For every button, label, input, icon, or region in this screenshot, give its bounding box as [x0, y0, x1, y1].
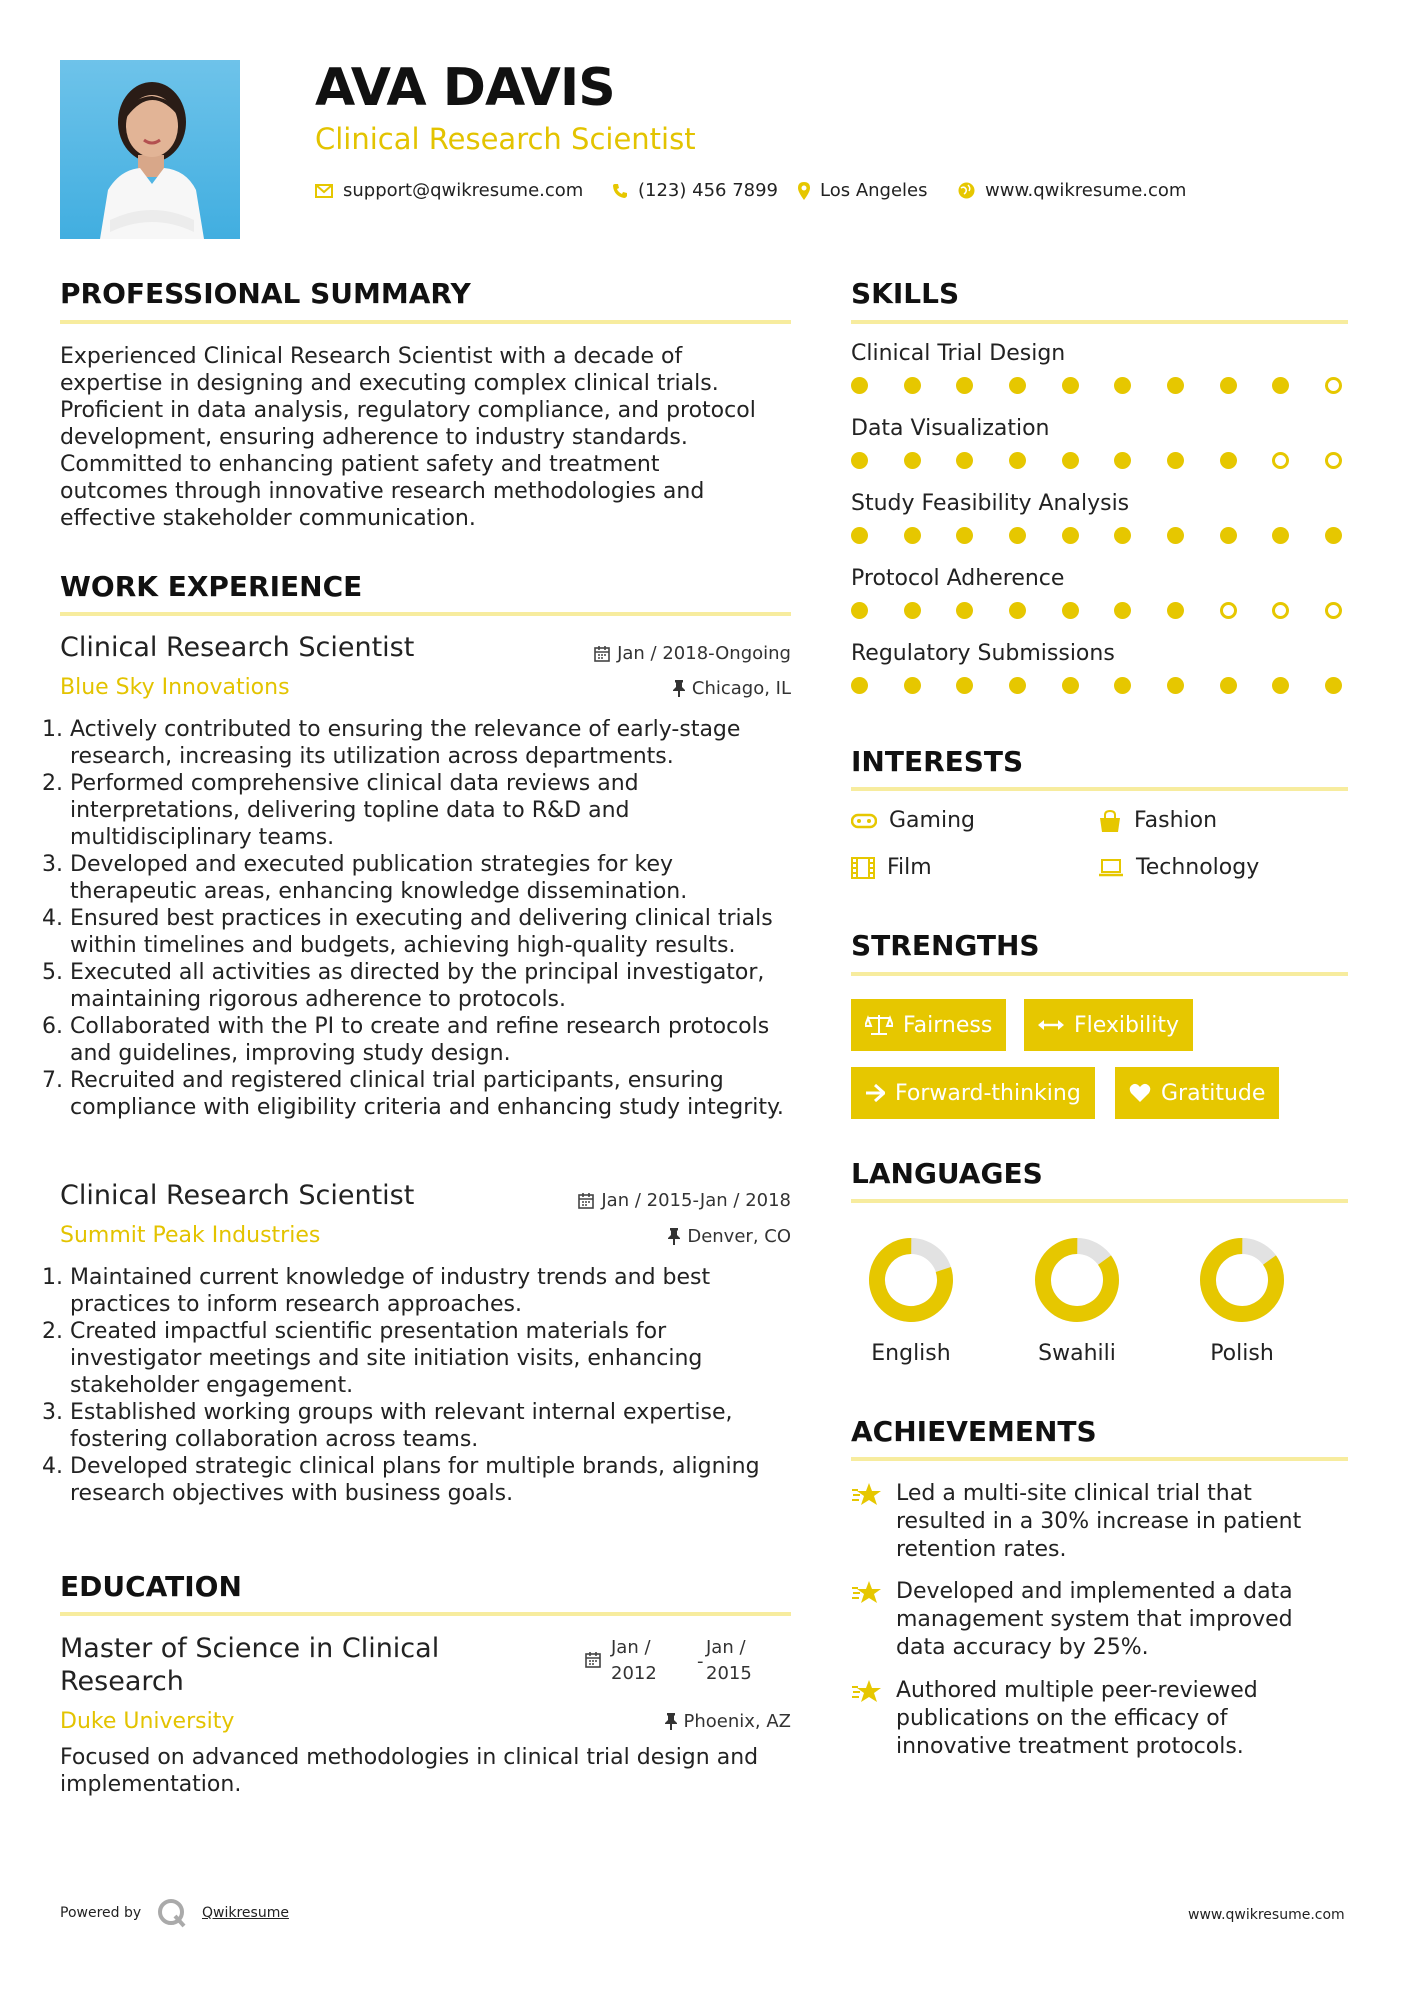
rating-dot-filled	[851, 452, 868, 469]
skill-item	[851, 416, 1348, 491]
rating-dot-filled	[1114, 602, 1131, 619]
skill-item	[851, 641, 1348, 716]
summary-heading: PROFESSIONAL SUMMARY	[60, 277, 471, 310]
rating-dot-empty	[1272, 602, 1289, 619]
list-item: 3. Established working groups with relevant internal expertise, fostering collaboration across teams.	[70, 1399, 800, 1453]
rating-dot-filled	[851, 602, 868, 619]
language-donut	[861, 1230, 961, 1330]
balance-scale-icon	[865, 1014, 893, 1036]
rating-dot-filled	[1114, 377, 1131, 394]
calendar-icon	[594, 646, 610, 662]
achievement-text: Developed and implemented a data management system that improved data accuracy by 25%.	[896, 1579, 1293, 1660]
rating-dot-filled	[956, 452, 973, 469]
job-bullets	[52, 1264, 800, 1507]
job-bullets	[52, 716, 800, 1121]
interest-fashion: Fashion	[1098, 808, 1217, 833]
degree-title: Master of Science in Clinical Research	[60, 1633, 440, 1697]
rating-dot-empty	[1272, 452, 1289, 469]
rating-dot-filled	[1167, 527, 1184, 544]
rating-dot-filled	[1325, 527, 1342, 544]
rating-dot-filled	[904, 527, 921, 544]
skill-rating	[851, 527, 1342, 544]
job-dates: Jan / 2018-Ongoing	[531, 643, 791, 664]
strength-tag: Flexibility	[1024, 999, 1193, 1051]
shopping-bag-icon	[1098, 810, 1122, 832]
experience-heading: WORK EXPERIENCE	[60, 570, 363, 603]
phone-text: (123) 456 7899	[638, 180, 779, 201]
skill-name: Data Visualization	[851, 416, 1050, 441]
achievement-text: Led a multi-site clinical trial that resulted in a 30% increase in patient retention rates.	[896, 1481, 1302, 1562]
skills-list	[851, 341, 1348, 716]
rating-dot-filled	[956, 602, 973, 619]
rating-dot-filled	[1009, 377, 1026, 394]
skill-name: Regulatory Submissions	[851, 641, 1115, 666]
list-item: 4. Developed strategic clinical plans for multiple brands, aligning research objectives with business goals.	[70, 1453, 800, 1507]
rating-dot-filled	[1009, 452, 1026, 469]
location-text: Los Angeles	[820, 180, 928, 201]
brand-link[interactable]: Qwikresume	[202, 1905, 289, 1921]
rating-dot-filled	[904, 602, 921, 619]
education-start-date: Jan / 2012	[611, 1637, 657, 1684]
rating-dot-filled	[1062, 377, 1079, 394]
rating-dot-filled	[1114, 527, 1131, 544]
list-item: 2. Performed comprehensive clinical data reviews and interpretations, delivering topline data to R&D and multidisciplinary teams.	[70, 770, 800, 851]
rating-dot-filled	[1272, 677, 1289, 694]
languages-divider	[851, 1199, 1348, 1203]
film-icon	[851, 857, 875, 879]
achievements-heading: ACHIEVEMENTS	[851, 1415, 1097, 1448]
education-divider	[60, 1612, 791, 1616]
footer-site-link[interactable]: www.qwikresume.com	[1188, 1907, 1345, 1923]
contact-location	[798, 180, 928, 201]
pushpin-icon	[668, 1228, 680, 1245]
skill-item	[851, 341, 1348, 416]
rating-dot-filled	[1114, 677, 1131, 694]
rating-dot-filled	[1220, 677, 1237, 694]
list-item: 6. Collaborated with the PI to create and refine research protocols and guidelines, improving study design.	[70, 1013, 800, 1067]
rating-dot-filled	[1325, 677, 1342, 694]
laptop-icon	[1098, 858, 1124, 878]
contact-email[interactable]	[315, 180, 583, 201]
languages-heading: LANGUAGES	[851, 1157, 1043, 1190]
list-item: 4. Ensured best practices in executing and delivering clinical trials within timelines and budgets, achieving high-quality results.	[70, 905, 800, 959]
rating-dot-filled	[1167, 452, 1184, 469]
date-separator: -	[697, 1651, 704, 1672]
list-item: 2. Created impactful scientific presentation materials for investigator meetings and site initiation visits, enhancing stakeholder engagement.	[70, 1318, 800, 1399]
school-name: Duke University	[60, 1709, 235, 1734]
strength-tag: Gratitude	[1115, 1067, 1279, 1119]
job-location: Chicago, IL	[531, 678, 791, 699]
job-title: Clinical Research Scientist	[60, 632, 415, 663]
profile-photo	[60, 60, 240, 239]
interests-divider	[851, 787, 1348, 791]
language-donut	[1027, 1230, 1127, 1330]
school-location: Phoenix, AZ	[531, 1711, 791, 1732]
achievement-text: Authored multiple peer-reviewed publications on the efficacy of innovative treatment protocols.	[896, 1678, 1258, 1759]
strengths-heading: STRENGTHS	[851, 929, 1040, 962]
donut-fill	[868, 1237, 954, 1323]
rating-dot-empty	[1325, 602, 1342, 619]
rating-dot-filled	[1272, 527, 1289, 544]
map-pin-icon	[798, 182, 810, 200]
strength-tag: Fairness	[851, 999, 1006, 1051]
rating-dot-filled	[1167, 377, 1184, 394]
skill-name: Study Feasibility Analysis	[851, 491, 1130, 516]
list-item: 1. Actively contributed to ensuring the relevance of early-stage research, increasing its utilization across departments.	[70, 716, 800, 770]
star-trophy-icon	[851, 1679, 883, 1709]
star-trophy-icon	[851, 1482, 883, 1512]
experience-divider	[60, 612, 791, 616]
rating-dot-filled	[1062, 527, 1079, 544]
rating-dot-filled	[1220, 527, 1237, 544]
rating-dot-filled	[1009, 527, 1026, 544]
skill-name: Protocol Adherence	[851, 566, 1065, 591]
language-label: Swahili	[1038, 1341, 1116, 1366]
skill-rating	[851, 377, 1342, 394]
education-end-date: Jan / 2015	[706, 1637, 752, 1684]
interest-technology: Technology	[1098, 855, 1259, 880]
rating-dot-filled	[956, 527, 973, 544]
rating-dot-filled	[1009, 677, 1026, 694]
rating-dot-filled	[1167, 602, 1184, 619]
skill-item	[851, 491, 1348, 566]
list-item: 3. Developed and executed publication strategies for key therapeutic areas, enhancing knowledge dissemination.	[70, 851, 800, 905]
education-heading: EDUCATION	[60, 1570, 242, 1603]
rating-dot-filled	[1272, 377, 1289, 394]
strength-tag: Forward-thinking	[851, 1067, 1095, 1119]
rating-dot-filled	[956, 677, 973, 694]
rating-dot-filled	[851, 377, 868, 394]
star-trophy-icon	[851, 1580, 883, 1610]
full-name: AVA DAVIS	[315, 58, 615, 118]
job-dates: Jan / 2015-Jan / 2018	[511, 1190, 791, 1211]
rating-dot-filled	[904, 452, 921, 469]
job-title: Clinical Research Scientist	[60, 1180, 415, 1211]
rating-dot-filled	[851, 527, 868, 544]
powered-by-label: Powered by	[60, 1905, 142, 1921]
rating-dot-filled	[851, 677, 868, 694]
job-location: Denver, CO	[531, 1226, 791, 1247]
envelope-icon	[315, 184, 333, 198]
interests-heading: INTERESTS	[851, 745, 1024, 778]
rating-dot-filled	[904, 677, 921, 694]
skills-divider	[851, 320, 1348, 324]
website-text: www.qwikresume.com	[985, 180, 1187, 201]
interest-film: Film	[851, 855, 932, 880]
rating-dot-filled	[1220, 452, 1237, 469]
phone-icon	[612, 183, 628, 199]
donut-fill	[1195, 1233, 1290, 1328]
list-item: 1. Maintained current knowledge of industry trends and best practices to inform research approaches.	[70, 1264, 800, 1318]
calendar-icon	[585, 1652, 601, 1672]
rating-dot-filled	[956, 377, 973, 394]
rating-dot-filled	[1062, 677, 1079, 694]
email-text: support@qwikresume.com	[343, 180, 584, 201]
rating-dot-empty	[1325, 377, 1342, 394]
pushpin-icon	[673, 680, 685, 697]
education-description: Focused on advanced methodologies in clinical trial design and implementation.	[60, 1745, 759, 1797]
contact-phone[interactable]	[612, 180, 778, 201]
arrow-right-icon	[865, 1084, 885, 1102]
skill-rating	[851, 452, 1342, 469]
job-role: Clinical Research Scientist	[315, 122, 696, 156]
rating-dot-empty	[1220, 602, 1237, 619]
achievements-divider	[851, 1457, 1348, 1461]
rating-dot-filled	[1167, 677, 1184, 694]
rating-dot-filled	[1220, 377, 1237, 394]
contact-website[interactable]	[958, 180, 1186, 201]
rating-dot-filled	[1009, 602, 1026, 619]
rating-dot-filled	[1114, 452, 1131, 469]
language-donut	[1192, 1230, 1292, 1330]
arrows-horizontal-icon	[1038, 1018, 1064, 1032]
language-label: Polish	[1210, 1341, 1274, 1366]
interest-gaming: Gaming	[851, 808, 975, 833]
skill-rating	[851, 602, 1342, 619]
rating-dot-filled	[904, 377, 921, 394]
pushpin-icon	[665, 1713, 677, 1730]
list-item: 5. Executed all activities as directed by the principal investigator, maintaining rigorous adherence to protocols.	[70, 959, 800, 1013]
globe-icon	[958, 182, 975, 199]
rating-dot-filled	[1062, 452, 1079, 469]
heart-icon	[1129, 1083, 1151, 1103]
donut-fill	[1030, 1233, 1125, 1328]
skill-rating	[851, 677, 1342, 694]
gamepad-icon	[851, 813, 877, 829]
list-item: 7. Recruited and registered clinical trial participants, ensuring compliance with eligibility criteria and enhancing study integrity.	[70, 1067, 800, 1121]
rating-dot-empty	[1325, 452, 1342, 469]
summary-text: Experienced Clinical Research Scientist with a decade of expertise in designing and executing complex clinical trials. Proficient in data analysis, regulatory compliance, and protocol development, ensuring adherence to industry standards. Committed to enhancing patient safety and treatment outcomes through innovative research methodologies and effective stakeholder communication.	[60, 344, 756, 531]
strengths-divider	[851, 972, 1348, 976]
rating-dot-filled	[1062, 602, 1079, 619]
company-name: Blue Sky Innovations	[60, 675, 290, 700]
summary-divider	[60, 320, 791, 324]
skills-heading: SKILLS	[851, 277, 960, 310]
skill-item	[851, 566, 1348, 641]
calendar-icon	[578, 1193, 594, 1209]
company-name: Summit Peak Industries	[60, 1223, 321, 1248]
language-label: English	[871, 1341, 951, 1366]
skill-name: Clinical Trial Design	[851, 341, 1066, 366]
qwikresume-logo-icon	[157, 1898, 187, 1932]
